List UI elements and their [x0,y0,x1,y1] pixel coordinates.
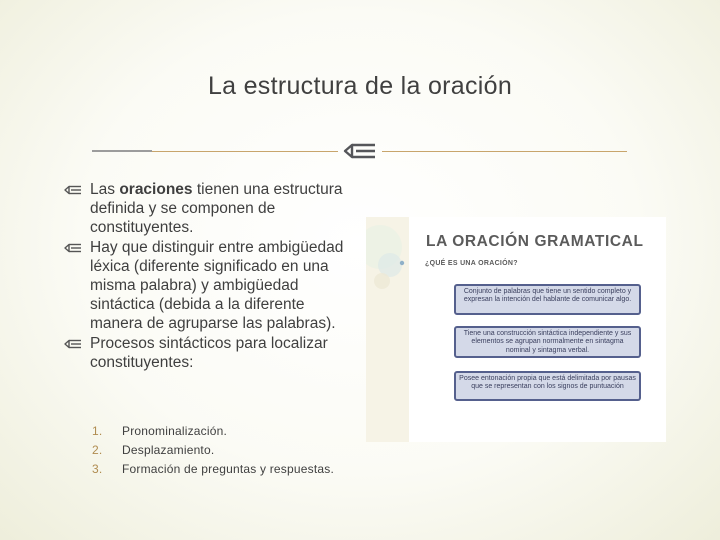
item-text: Pronominalización. [122,424,227,438]
item-text: Formación de preguntas y respuestas. [122,462,334,476]
quote-bars-icon [64,242,82,254]
item-number: 1. [92,424,103,438]
bullet-item [62,334,358,372]
quote-bars-icon [64,184,82,196]
bullet-text: Hay que distinguir entre ambigüedad léxica (diferente significado en una misma palabra) y ambigüedad sintáctica (debida a la diferente manera de agruparse las palabras). [90,238,344,333]
numbered-item [62,441,362,460]
item-text: Desplazamiento. [122,443,215,457]
bullet-text: Procesos sintácticos para localizar constituyentes: [90,334,328,371]
bullet-text-post: tienen una estructura definida y se componen de constituyentes. [90,181,343,237]
slide-title: La estructura de la oración [207,72,513,100]
quote-bars-icon [64,338,82,350]
oracion-gramatical-image [366,217,666,442]
numbered-item [62,422,362,441]
item-number: 3. [92,462,103,476]
decorative-circles [366,217,426,442]
image-subtitle: ¿QUÉ ES UNA ORACIÓN? [425,260,518,267]
quote-bars-icon [342,138,378,164]
bullet-item [62,180,358,238]
definition-box: Conjunto de palabras que tiene un sentido completo y expresan la intención del hablante de comunicar algo. [454,284,641,315]
image-title: LA ORACIÓN GRAMATICAL [426,233,644,250]
definition-box: Posee entonación propia que está delimitada por pausas que se representan con los signos de puntuación [454,371,641,401]
bullet-text-pre: Las [90,181,120,198]
definition-box: Tiene una construcción sintáctica independiente y sus elementos se agrupan normalmente en sintagma nominal y sintagma verbal. [454,326,641,358]
bullet-item [62,238,358,334]
divider-line-accent [92,150,152,152]
title-divider [92,146,627,158]
divider-line-right [382,151,627,152]
numbered-item [62,460,362,479]
bullet-list [62,180,358,372]
bullet-text-bold: oraciones [119,181,193,198]
item-number: 2. [92,443,103,457]
numbered-list [62,422,362,479]
